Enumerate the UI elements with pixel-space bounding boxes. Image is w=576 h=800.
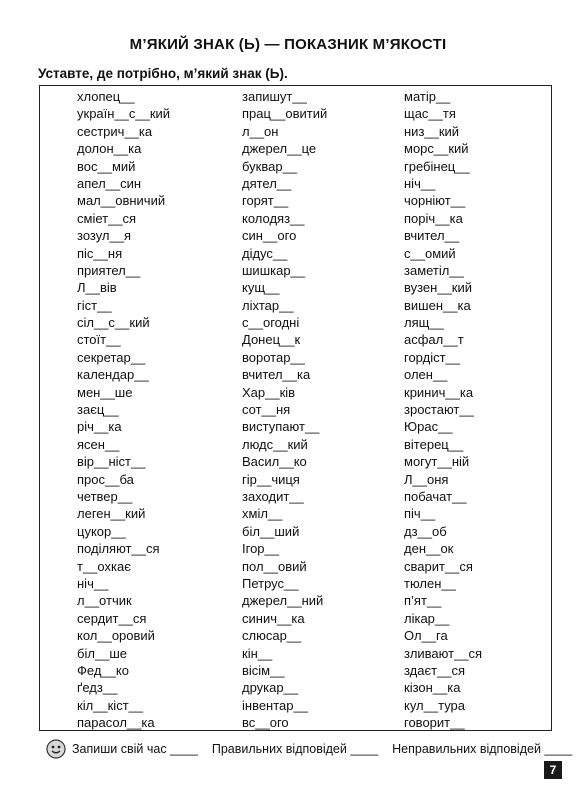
word-item: дідус__ [242,245,288,261]
word-item: слюсар__ [242,628,302,644]
word-item: матір__ [404,89,451,104]
word-item: гіст__ [77,297,112,313]
word-item: тюлен__ [404,575,456,591]
word-item: говорит__ [404,715,465,731]
word-item: мал__овничий [77,193,166,209]
word-item: лящ__ [404,315,444,331]
word-item: л__отчик [77,593,132,609]
word-item: ясен__ [77,436,120,452]
word-item: чорніют__ [404,193,466,209]
word-item: могут__ній [404,454,470,470]
word-item: п’ят__ [404,593,442,609]
instruction-text: Уставте, де потрібно, м’який знак (Ь). [38,66,288,81]
incorrect-answers-label: Неправильних відповідей ____ [392,742,573,756]
word-item: поділяют__ся [77,541,160,557]
correct-answers-label: Правильних відповідей ____ [211,742,379,756]
word-item: дятел__ [242,175,292,191]
word-item: прац__овитий [242,106,328,122]
word-item: Хар__ків [242,384,296,400]
word-item: гордіст__ [404,349,461,365]
word-item: Петрус__ [242,575,299,591]
word-item: Л__оня [404,471,449,487]
word-item: хміл__ [242,506,283,522]
word-item: кринич__ка [404,384,474,400]
word-item: асфал__т [404,332,464,348]
word-item: вчител__ [404,228,460,244]
word-item: вузен__кий [404,280,473,296]
word-item: інвентар__ [242,697,308,713]
word-item: приятел__ [77,262,141,278]
word-item: Фед__ко [77,662,129,678]
word-item: річ__ка [77,419,122,435]
smiley-icon [46,739,66,759]
word-item: вос__мий [77,158,136,174]
word-item: с__огодні [242,315,300,331]
word-item: побачат__ [404,488,467,504]
page-title: М’ЯКИЙ ЗНАК (Ь) — ПОКАЗНИК М’ЯКОСТІ [129,36,447,53]
word-item: четвер__ [77,488,133,504]
word-item: вчител__ка [242,367,311,383]
word-item: запишут__ [242,89,307,104]
word-item: україн__с__кий [77,106,171,122]
word-item: колодяз__ [242,210,305,226]
word-item: сварит__ся [404,558,473,574]
word-item: заметіл__ [404,262,464,278]
word-item: вір__ніст__ [77,454,146,470]
word-item: стоїт__ [77,332,121,348]
word-item: прос__ба [77,471,134,487]
word-item: джерел__це [242,141,317,157]
word-item: кол__оровий [77,628,155,644]
word-item: ден__ок [404,541,454,557]
word-item: хлопец__ [77,89,135,104]
word-item: заєц__ [77,402,119,418]
word-item: щас__тя [404,106,456,122]
word-item: син__ого [242,228,297,244]
word-item: вітерец__ [404,436,464,452]
word-item: сміет__ся [77,210,137,226]
word-item: долон__ка [77,141,142,157]
word-item: Ол__га [404,628,448,644]
word-item: сіл__с__кий [77,315,150,331]
word-item: кіл__кіст__ [77,697,144,713]
word-item: календар__ [77,367,149,383]
word-item: кул__тура [404,697,466,713]
word-item: здаєт__ся [404,662,466,678]
word-item: Васил__ко [242,454,307,470]
word-item: біл__ший [242,523,300,539]
word-item: Ігор__ [242,541,279,557]
time-label: Запиши свій час ____ [72,742,198,756]
word-item: дз__об [404,523,447,539]
word-item: секретар__ [77,349,146,365]
word-item: синич__ка [242,610,305,626]
word-item: шишкар__ [242,262,306,278]
word-item: Юрас__ [404,419,453,435]
word-item: поріч__ка [404,210,463,226]
word-item: людс__кий [242,436,308,452]
word-column-2 [242,88,402,731]
word-item: Л__вів [77,280,117,296]
word-item: парасол__ка [77,715,155,731]
word-item: буквар__ [242,158,298,174]
footer-bar [46,738,573,760]
word-item: горят__ [242,193,289,209]
word-item: ніч__ [404,175,436,191]
word-item: леген__кий [77,506,146,522]
word-item: лікар__ [404,610,450,626]
word-item: мен__ше [77,384,133,400]
word-item: с__омий [404,245,456,261]
word-item: гребінец__ [404,158,470,174]
word-item: вишен__ка [404,297,471,313]
word-item: апел__син [77,175,142,191]
word-item: гір__чиця [242,471,300,487]
word-item: біл__ше [77,645,128,661]
word-item: низ__кий [404,123,460,139]
page-number: 7 [544,761,562,779]
word-item: морс__кий [404,141,469,157]
word-item: Донец__к [242,332,301,348]
word-item: виступают__ [242,419,320,435]
word-item: зростают__ [404,402,474,418]
word-item: кущ__ [242,280,280,296]
word-item: сердит__ся [77,610,147,626]
word-item: ґедз__ [77,680,118,696]
word-item: піс__ня [77,245,123,261]
word-item: заходит__ [242,488,304,504]
word-item: вісім__ [242,662,285,678]
word-item: зливают__ся [404,645,483,661]
word-column-1 [77,88,237,731]
word-item: піч__ [404,506,436,522]
word-item: джерел__ний [242,593,324,609]
word-item: зозул__я [77,228,132,244]
word-item: л__он [242,123,279,139]
word-item: олен__ [404,367,448,383]
word-item: друкар__ [242,680,299,696]
word-item: сот__ня [242,402,291,418]
word-item: пол__овий [242,558,307,574]
word-item: вс__ого [242,715,289,731]
word-item: воротар__ [242,349,305,365]
word-item: кін__ [242,645,273,661]
word-item: ніч__ [77,575,109,591]
word-item: кізон__ка [404,680,461,696]
word-item: цукор__ [77,523,126,539]
word-item: ліхтар__ [242,297,294,313]
word-column-3 [404,88,564,731]
word-item: сестрич__ка [77,123,153,139]
word-item: т__охкає [77,558,131,574]
